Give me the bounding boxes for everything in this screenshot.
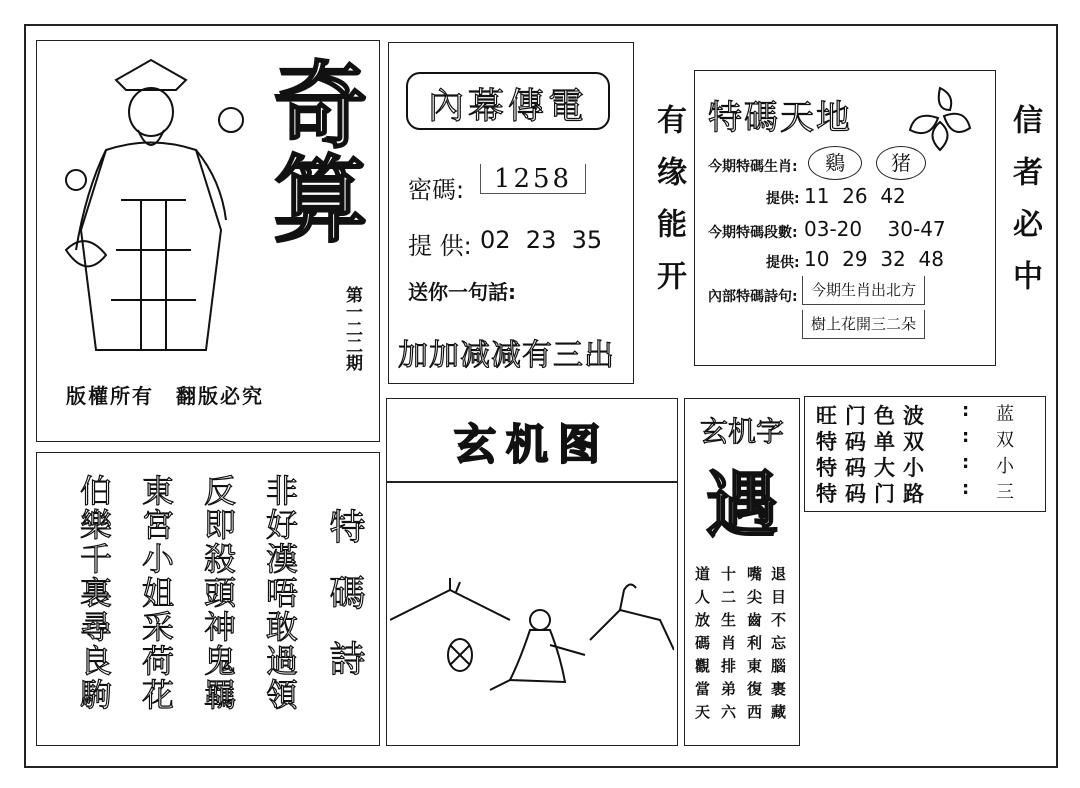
zodiac-label: 今期特碼生肖: (708, 159, 798, 175)
poem-column: 反即殺頭神鬼羈 (199, 474, 237, 712)
mystery-word-col-2: 嘴尖齒利東復西 (745, 566, 763, 727)
poem-heading: 特碼詩 (324, 508, 365, 706)
mystery-title: 玄机图 (453, 420, 610, 469)
mystery-word-col-4: 道人放碼觀當天 (693, 566, 711, 727)
range-label: 今期特碼段數: (708, 225, 798, 241)
stats-row (816, 426, 1036, 452)
poem-column: 東宮小姐采荷花 (137, 474, 175, 712)
provide-label-1: 提供: (766, 191, 800, 207)
poem-line-1: 今期生肖出北方 (802, 276, 925, 305)
provide-label: 提 供: (408, 232, 472, 260)
range-value: 03-20 30-47 (804, 217, 946, 241)
mystery-word-char: 遇 (705, 462, 778, 547)
stats-colon: : (962, 452, 970, 473)
stats-label: 特码单双 (816, 429, 932, 454)
saying-text: 加加减减有三出 (398, 338, 615, 373)
code-banner-text: 內幕傳電 (427, 86, 588, 127)
poem-column: 非好漢唔敢過領 (261, 474, 299, 712)
poem-label: 內部特碼詩句: (708, 289, 798, 305)
side-text-right: 信者必中 (1007, 104, 1042, 312)
stats-label: 特码门路 (816, 481, 932, 506)
mystery-word-title: 玄机字 (699, 415, 784, 448)
zodiac-1: 鷄 (808, 146, 862, 180)
stats-label: 特码大小 (816, 455, 932, 480)
stats-label: 旺门色波 (816, 403, 932, 428)
provide-value: 02 23 35 (480, 226, 603, 254)
stats-colon: : (962, 400, 970, 421)
stats-row (816, 478, 1036, 504)
stats-value: 蓝 (996, 404, 1014, 425)
mystery-word-col-1: 退目不忘腦裹藏 (769, 566, 787, 727)
god-title: 奇算 (257, 56, 367, 244)
stats-row (816, 400, 1036, 426)
mystery-word-col-3: 十二生肖排弟六 (719, 566, 737, 727)
stats-value: 双 (996, 430, 1014, 451)
poem-column: 伯樂千裏尋良駒 (75, 474, 113, 712)
provide-value-2: 10 29 32 48 (804, 247, 944, 271)
special-title: 特碼天地 (708, 98, 852, 138)
issue-number: 第一二二期 (342, 286, 362, 371)
side-text-left: 有缘能开 (651, 104, 686, 312)
provide-label-2: 提供: (766, 255, 800, 271)
fortune-god-illustration (46, 50, 256, 360)
stats-value: 小 (996, 456, 1014, 477)
code-label: 密碼: (408, 176, 465, 204)
zodiac-2: 猪 (876, 146, 926, 180)
poem-line-2: 樹上花開三二朵 (802, 310, 925, 339)
copyright-notice: 版權所有 翻版必究 (66, 384, 264, 408)
mystery-illustration (390, 560, 674, 700)
code-value: 1258 (480, 164, 586, 194)
stats-row (816, 452, 1036, 478)
provide-value-1: 11 26 42 (804, 184, 906, 208)
saying-label: 送你一句話: (408, 280, 516, 304)
stats-colon: : (962, 478, 970, 499)
stats-colon: : (962, 426, 970, 447)
stats-value: 三 (996, 482, 1014, 503)
